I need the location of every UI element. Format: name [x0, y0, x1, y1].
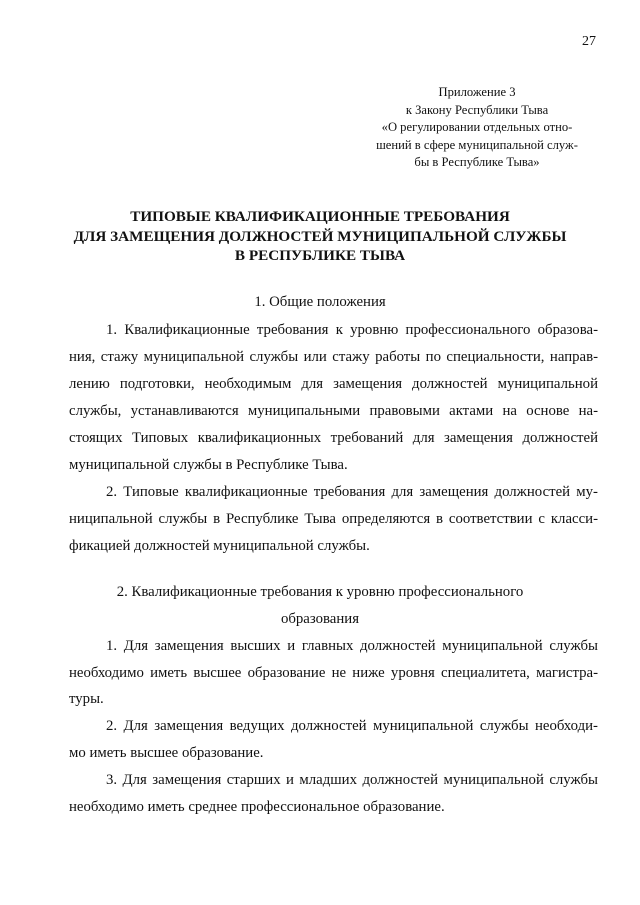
section-1-paragraph-1-line: лению подготовки, необходимым для замещения должностей муниципальной	[69, 376, 598, 392]
appendix-line: «О регулировании отдельных отно-	[381, 120, 573, 134]
appendix-line: бы в Республике Тыва»	[414, 155, 540, 169]
section-1-paragraph-1-line: службы, устанавливаются муниципальными правовыми актами на основе на-	[69, 403, 598, 419]
section-2-paragraph-2-line: мо иметь высшее образование.	[69, 745, 264, 761]
section-1-paragraph-1-line: ния, стажу муниципальной службы или стажу работы по специальности, направ-	[69, 349, 598, 365]
section-2-paragraph-1-line: необходимо иметь высшее образование не ниже уровня специалитета, магистра-	[69, 665, 598, 681]
appendix-line: шений в сфере муниципальной служ-	[376, 137, 578, 152]
appendix-line: к Закону Республики Тыва	[405, 102, 549, 117]
section-2-paragraph-2-line: 2. Для замещения ведущих должностей муниципальной службы необходи-	[106, 718, 598, 734]
section-1-heading: 1. Общие положения	[254, 294, 386, 310]
section-2-paragraph-3-line: 3. Для замещения старших и младших должностей муниципальной службы	[106, 772, 598, 788]
document-title	[40, 207, 600, 266]
page-number: 27	[582, 34, 596, 49]
section-1-paragraph-1-line: муниципальной службы в Республике Тыва.	[69, 457, 348, 473]
section-1-paragraph-1-line: стоящих Типовых квалификационных требований для замещения должностей	[69, 430, 598, 446]
section-2-paragraph-1-line: туры.	[69, 691, 104, 707]
appendix-line: Приложение 3	[438, 85, 516, 99]
title-line: ТИПОВЫЕ КВАЛИФИКАЦИОННЫЕ ТРЕБОВАНИЯ	[130, 208, 510, 225]
title-line: В РЕСПУБЛИКЕ ТЫВА	[234, 247, 406, 264]
section-2-paragraph-3-line: необходимо иметь среднее профессиональное образование.	[69, 799, 445, 815]
section-2-heading: 2. Квалификационные требования к уровню профессионального	[116, 584, 524, 600]
title-line: ДЛЯ ЗАМЕЩЕНИЯ ДОЛЖНОСТЕЙ МУНИЦИПАЛЬНОЙ СЛУЖБЫ	[73, 227, 567, 245]
appendix-reference	[362, 84, 592, 172]
section-2-paragraph-1-line: 1. Для замещения высших и главных должностей муниципальной службы	[106, 638, 598, 654]
section-2-heading-continued: образования	[280, 611, 360, 627]
section-1-paragraph-2-line: ниципальной службы в Республике Тыва определяются в соответствии с класси-	[69, 511, 598, 527]
section-1-paragraph-2-line: фикацией должностей муниципальной службы.	[69, 538, 370, 554]
section-1-paragraph-2-line: 2. Типовые квалификационные требования для замещения должностей му-	[106, 484, 598, 500]
section-1-paragraph-1-line: 1. Квалификационные требования к уровню профессионального образова-	[106, 322, 598, 338]
